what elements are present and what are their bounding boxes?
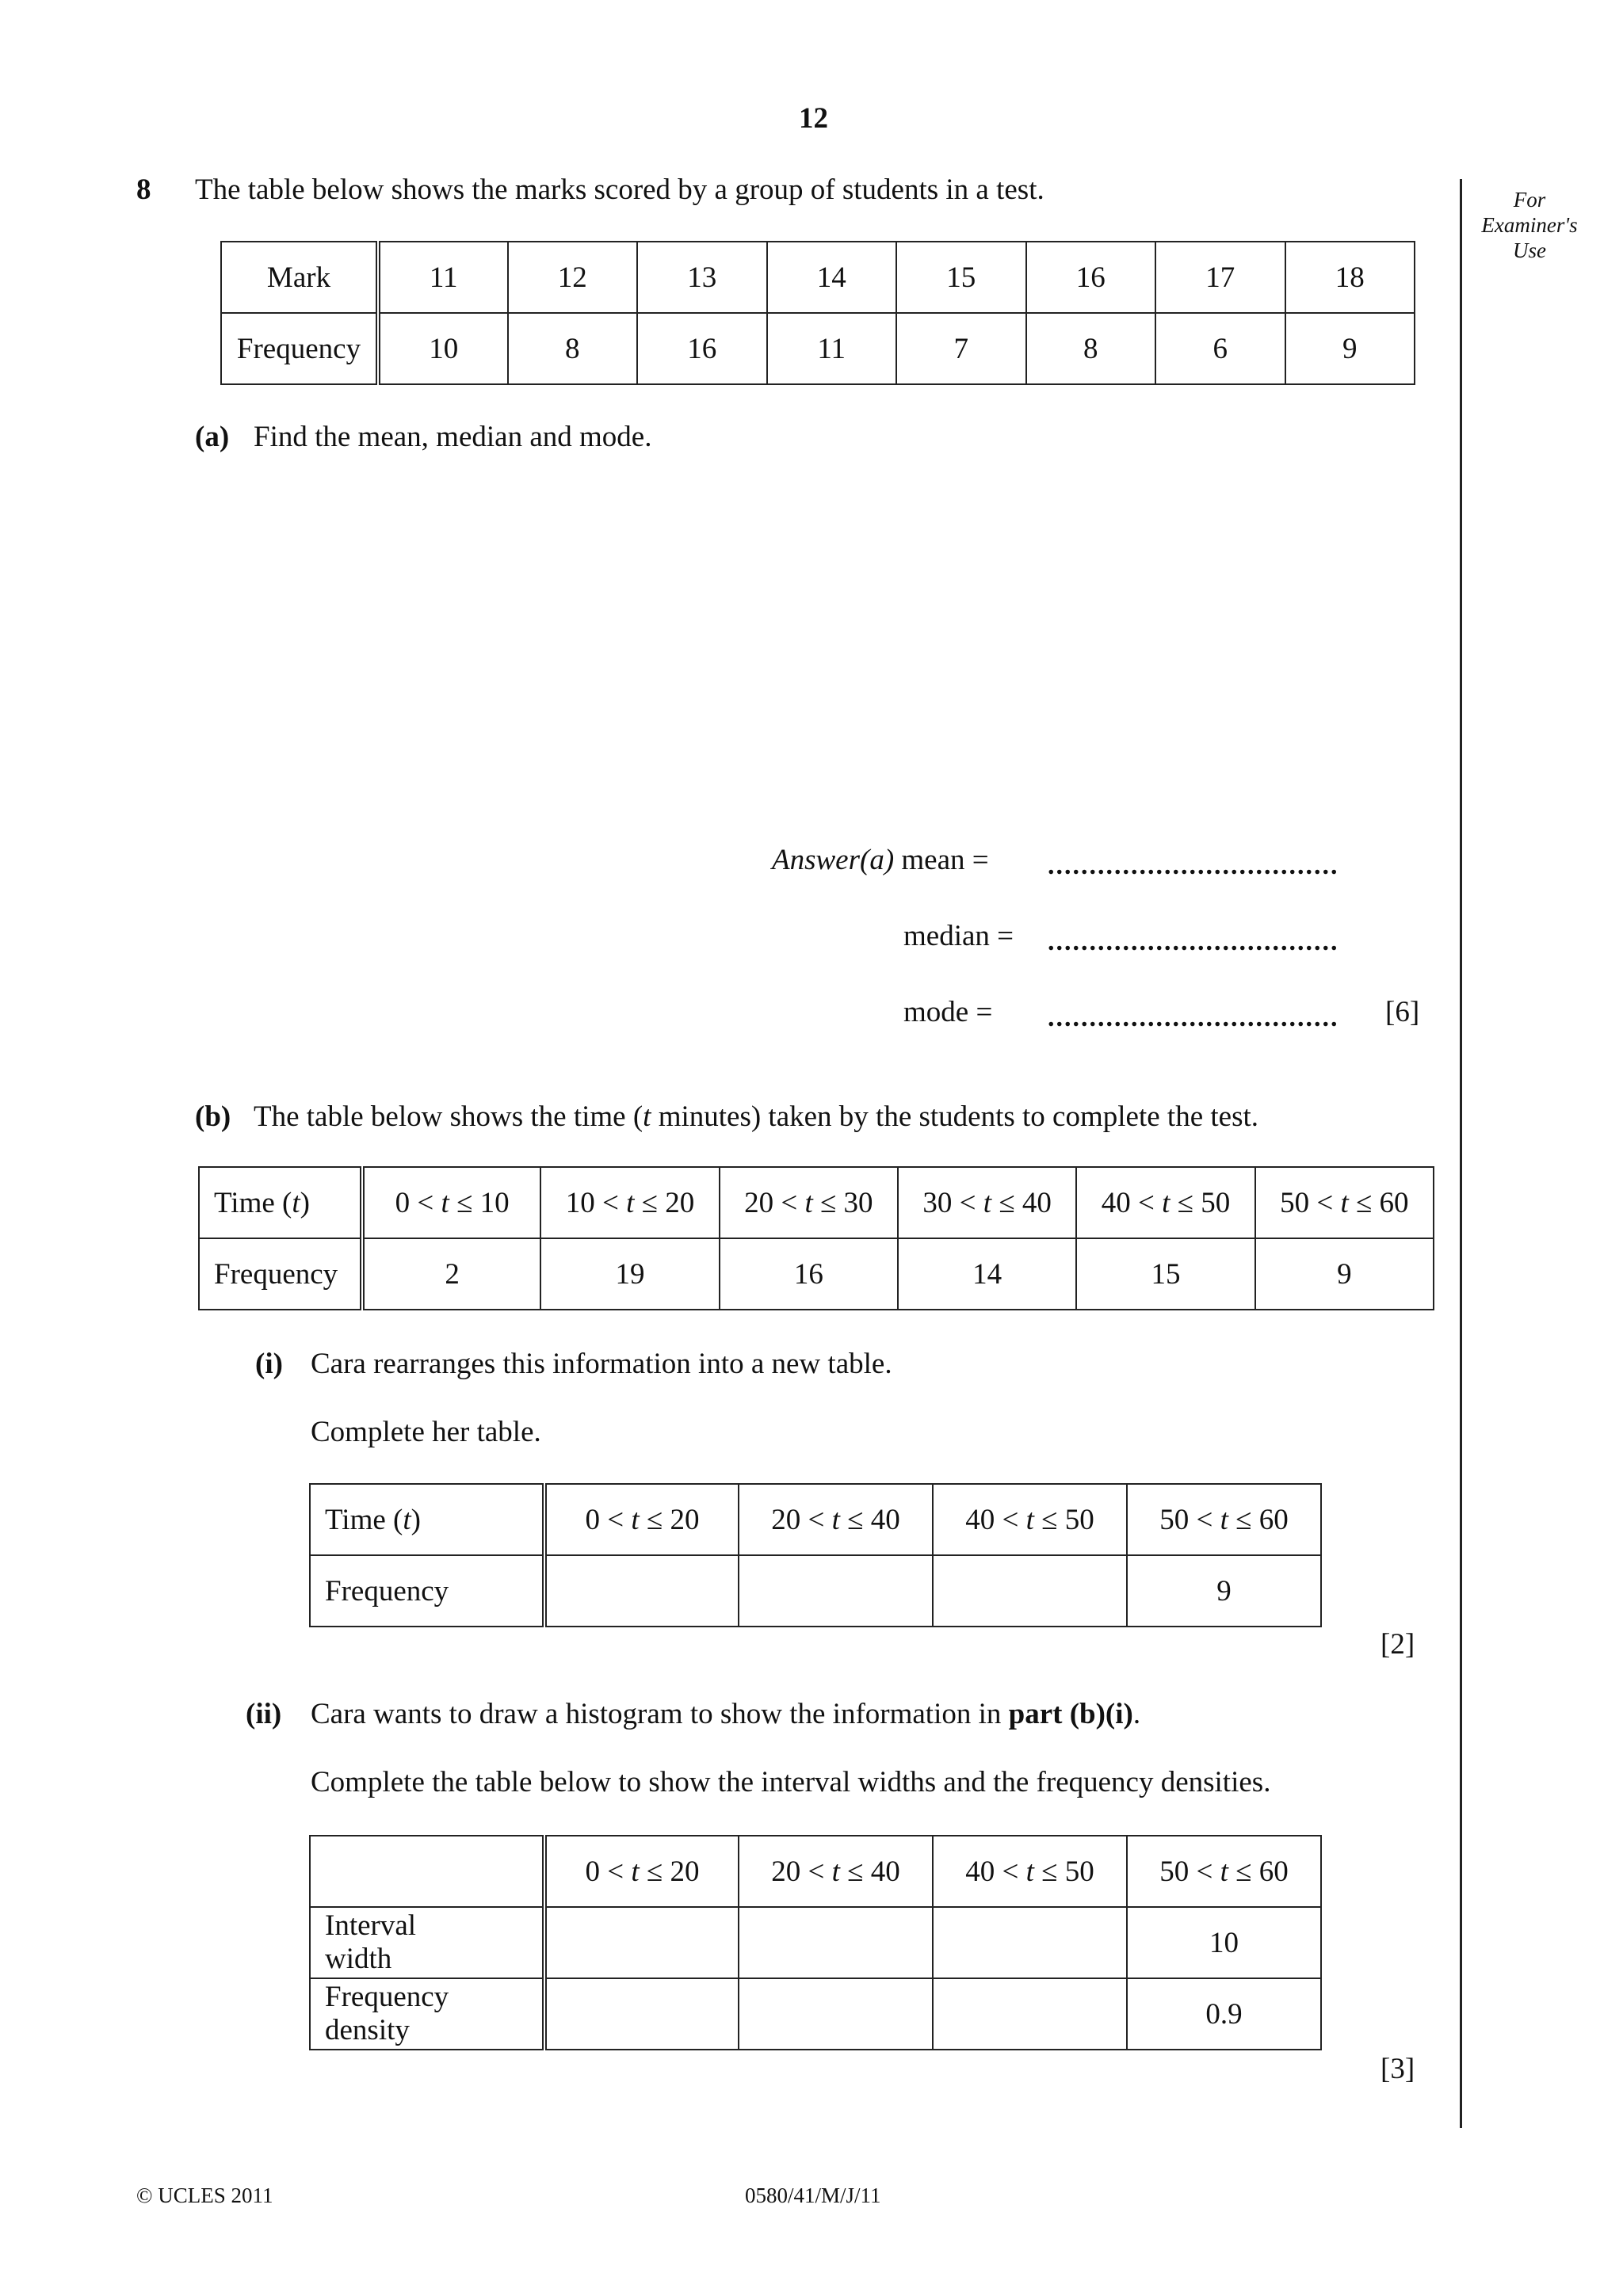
frequency-cell: 8	[508, 313, 638, 384]
page-number: 12	[799, 102, 828, 135]
frequency-cell: 9	[1255, 1238, 1434, 1310]
density-answer-cell[interactable]	[933, 1978, 1127, 2050]
mode-answer-field[interactable]: ...................................	[1048, 1003, 1339, 1032]
frequency-answer-cell[interactable]	[933, 1555, 1127, 1627]
part-bii-instruction: Complete the table below to show the interval widths and the frequency densities.	[311, 1766, 1271, 1798]
part-bii-marks: [3]	[1381, 2053, 1415, 2085]
footer-code: 0580/41/M/J/11	[745, 2183, 881, 2207]
density-cell: 0.9	[1127, 1978, 1321, 2050]
part-bi-label: (i)	[255, 1348, 283, 1380]
part-bii-text: Cara wants to draw a histogram to show the information in part (b)(i).	[311, 1698, 1141, 1730]
part-bi-instruction: Complete her table.	[311, 1416, 541, 1448]
interval-width-header: Interval width	[310, 1907, 544, 1978]
frequency-density-header: Frequency density	[310, 1978, 544, 2050]
width-cell: 10	[1127, 1907, 1321, 1978]
interval-cell: 10 < t ≤ 20	[540, 1167, 719, 1238]
mark-cell: 13	[637, 242, 767, 313]
interval-cell: 40 < t ≤ 50	[933, 1484, 1127, 1555]
marks-table	[220, 241, 1415, 385]
frequency-cell: 7	[896, 313, 1026, 384]
part-a-label: (a)	[195, 421, 230, 453]
part-bii-label: (ii)	[246, 1698, 282, 1730]
interval-cell: 50 < t ≤ 60	[1255, 1167, 1434, 1238]
histogram-table	[309, 1835, 1322, 2050]
rearranged-table	[309, 1483, 1322, 1627]
frequency-cell: 9	[1285, 313, 1415, 384]
mean-answer-field[interactable]: ...................................	[1048, 851, 1339, 880]
frequency-cell: 11	[767, 313, 897, 384]
interval-cell: 20 < t ≤ 30	[720, 1167, 898, 1238]
row-header-frequency: Frequency	[221, 313, 378, 384]
median-answer-field[interactable]: ...................................	[1048, 927, 1339, 956]
mode-label: mode =	[903, 996, 993, 1028]
question-number: 8	[136, 174, 151, 206]
time-table	[198, 1166, 1434, 1310]
width-answer-cell[interactable]	[739, 1907, 933, 1978]
empty-header-cell	[310, 1836, 544, 1907]
mark-cell: 18	[1285, 242, 1415, 313]
frequency-cell: 2	[362, 1238, 540, 1310]
frequency-cell: 19	[540, 1238, 719, 1310]
interval-cell: 0 < t ≤ 10	[362, 1167, 540, 1238]
density-answer-cell[interactable]	[739, 1978, 933, 2050]
part-a-text: Find the mean, median and mode.	[254, 421, 652, 453]
frequency-cell: 6	[1155, 313, 1285, 384]
frequency-cell: 10	[378, 313, 508, 384]
frequency-cell: 16	[637, 313, 767, 384]
frequency-cell: 14	[898, 1238, 1076, 1310]
frequency-answer-cell[interactable]	[739, 1555, 933, 1627]
interval-cell: 30 < t ≤ 40	[898, 1167, 1076, 1238]
interval-cell: 40 < t ≤ 50	[1076, 1167, 1254, 1238]
row-header-mark: Mark	[221, 242, 378, 313]
frequency-cell: 16	[720, 1238, 898, 1310]
frequency-cell: 15	[1076, 1238, 1254, 1310]
density-answer-cell[interactable]	[544, 1978, 739, 2050]
mark-cell: 11	[378, 242, 508, 313]
interval-cell: 0 < t ≤ 20	[544, 1836, 739, 1907]
interval-cell: 50 < t ≤ 60	[1127, 1836, 1321, 1907]
mark-cell: 17	[1155, 242, 1285, 313]
interval-cell: 40 < t ≤ 50	[933, 1836, 1127, 1907]
median-label: median =	[903, 920, 1014, 952]
frequency-cell: 9	[1127, 1555, 1321, 1627]
examiner-margin-line	[1460, 179, 1462, 2128]
time-header: Time (t)	[199, 1167, 362, 1238]
question-intro: The table below shows the marks scored by a group of students in a test.	[195, 174, 1044, 206]
width-answer-cell[interactable]	[544, 1907, 739, 1978]
interval-cell: 0 < t ≤ 20	[544, 1484, 739, 1555]
part-bi-marks: [2]	[1381, 1628, 1415, 1661]
time-header: Time (t)	[310, 1484, 544, 1555]
mark-cell: 12	[508, 242, 638, 313]
interval-cell: 20 < t ≤ 40	[739, 1484, 933, 1555]
answer-a-mean-label: Answer(a) mean =	[772, 844, 989, 876]
footer-copyright: © UCLES 2011	[136, 2183, 273, 2207]
part-a-marks: [6]	[1385, 996, 1420, 1028]
interval-cell: 20 < t ≤ 40	[739, 1836, 933, 1907]
part-b-text: The table below shows the time (t minutes) taken by the students to complete the test.	[254, 1100, 1258, 1133]
frequency-answer-cell[interactable]	[544, 1555, 739, 1627]
mark-cell: 15	[896, 242, 1026, 313]
part-bi-text: Cara rearranges this information into a new table.	[311, 1348, 892, 1380]
mark-cell: 14	[767, 242, 897, 313]
examiner-use-label: For Examiner's Use	[1481, 188, 1578, 262]
width-answer-cell[interactable]	[933, 1907, 1127, 1978]
interval-cell: 50 < t ≤ 60	[1127, 1484, 1321, 1555]
frequency-header: Frequency	[199, 1238, 362, 1310]
frequency-cell: 8	[1026, 313, 1156, 384]
frequency-header: Frequency	[310, 1555, 544, 1627]
part-b-label: (b)	[195, 1100, 231, 1133]
mark-cell: 16	[1026, 242, 1156, 313]
